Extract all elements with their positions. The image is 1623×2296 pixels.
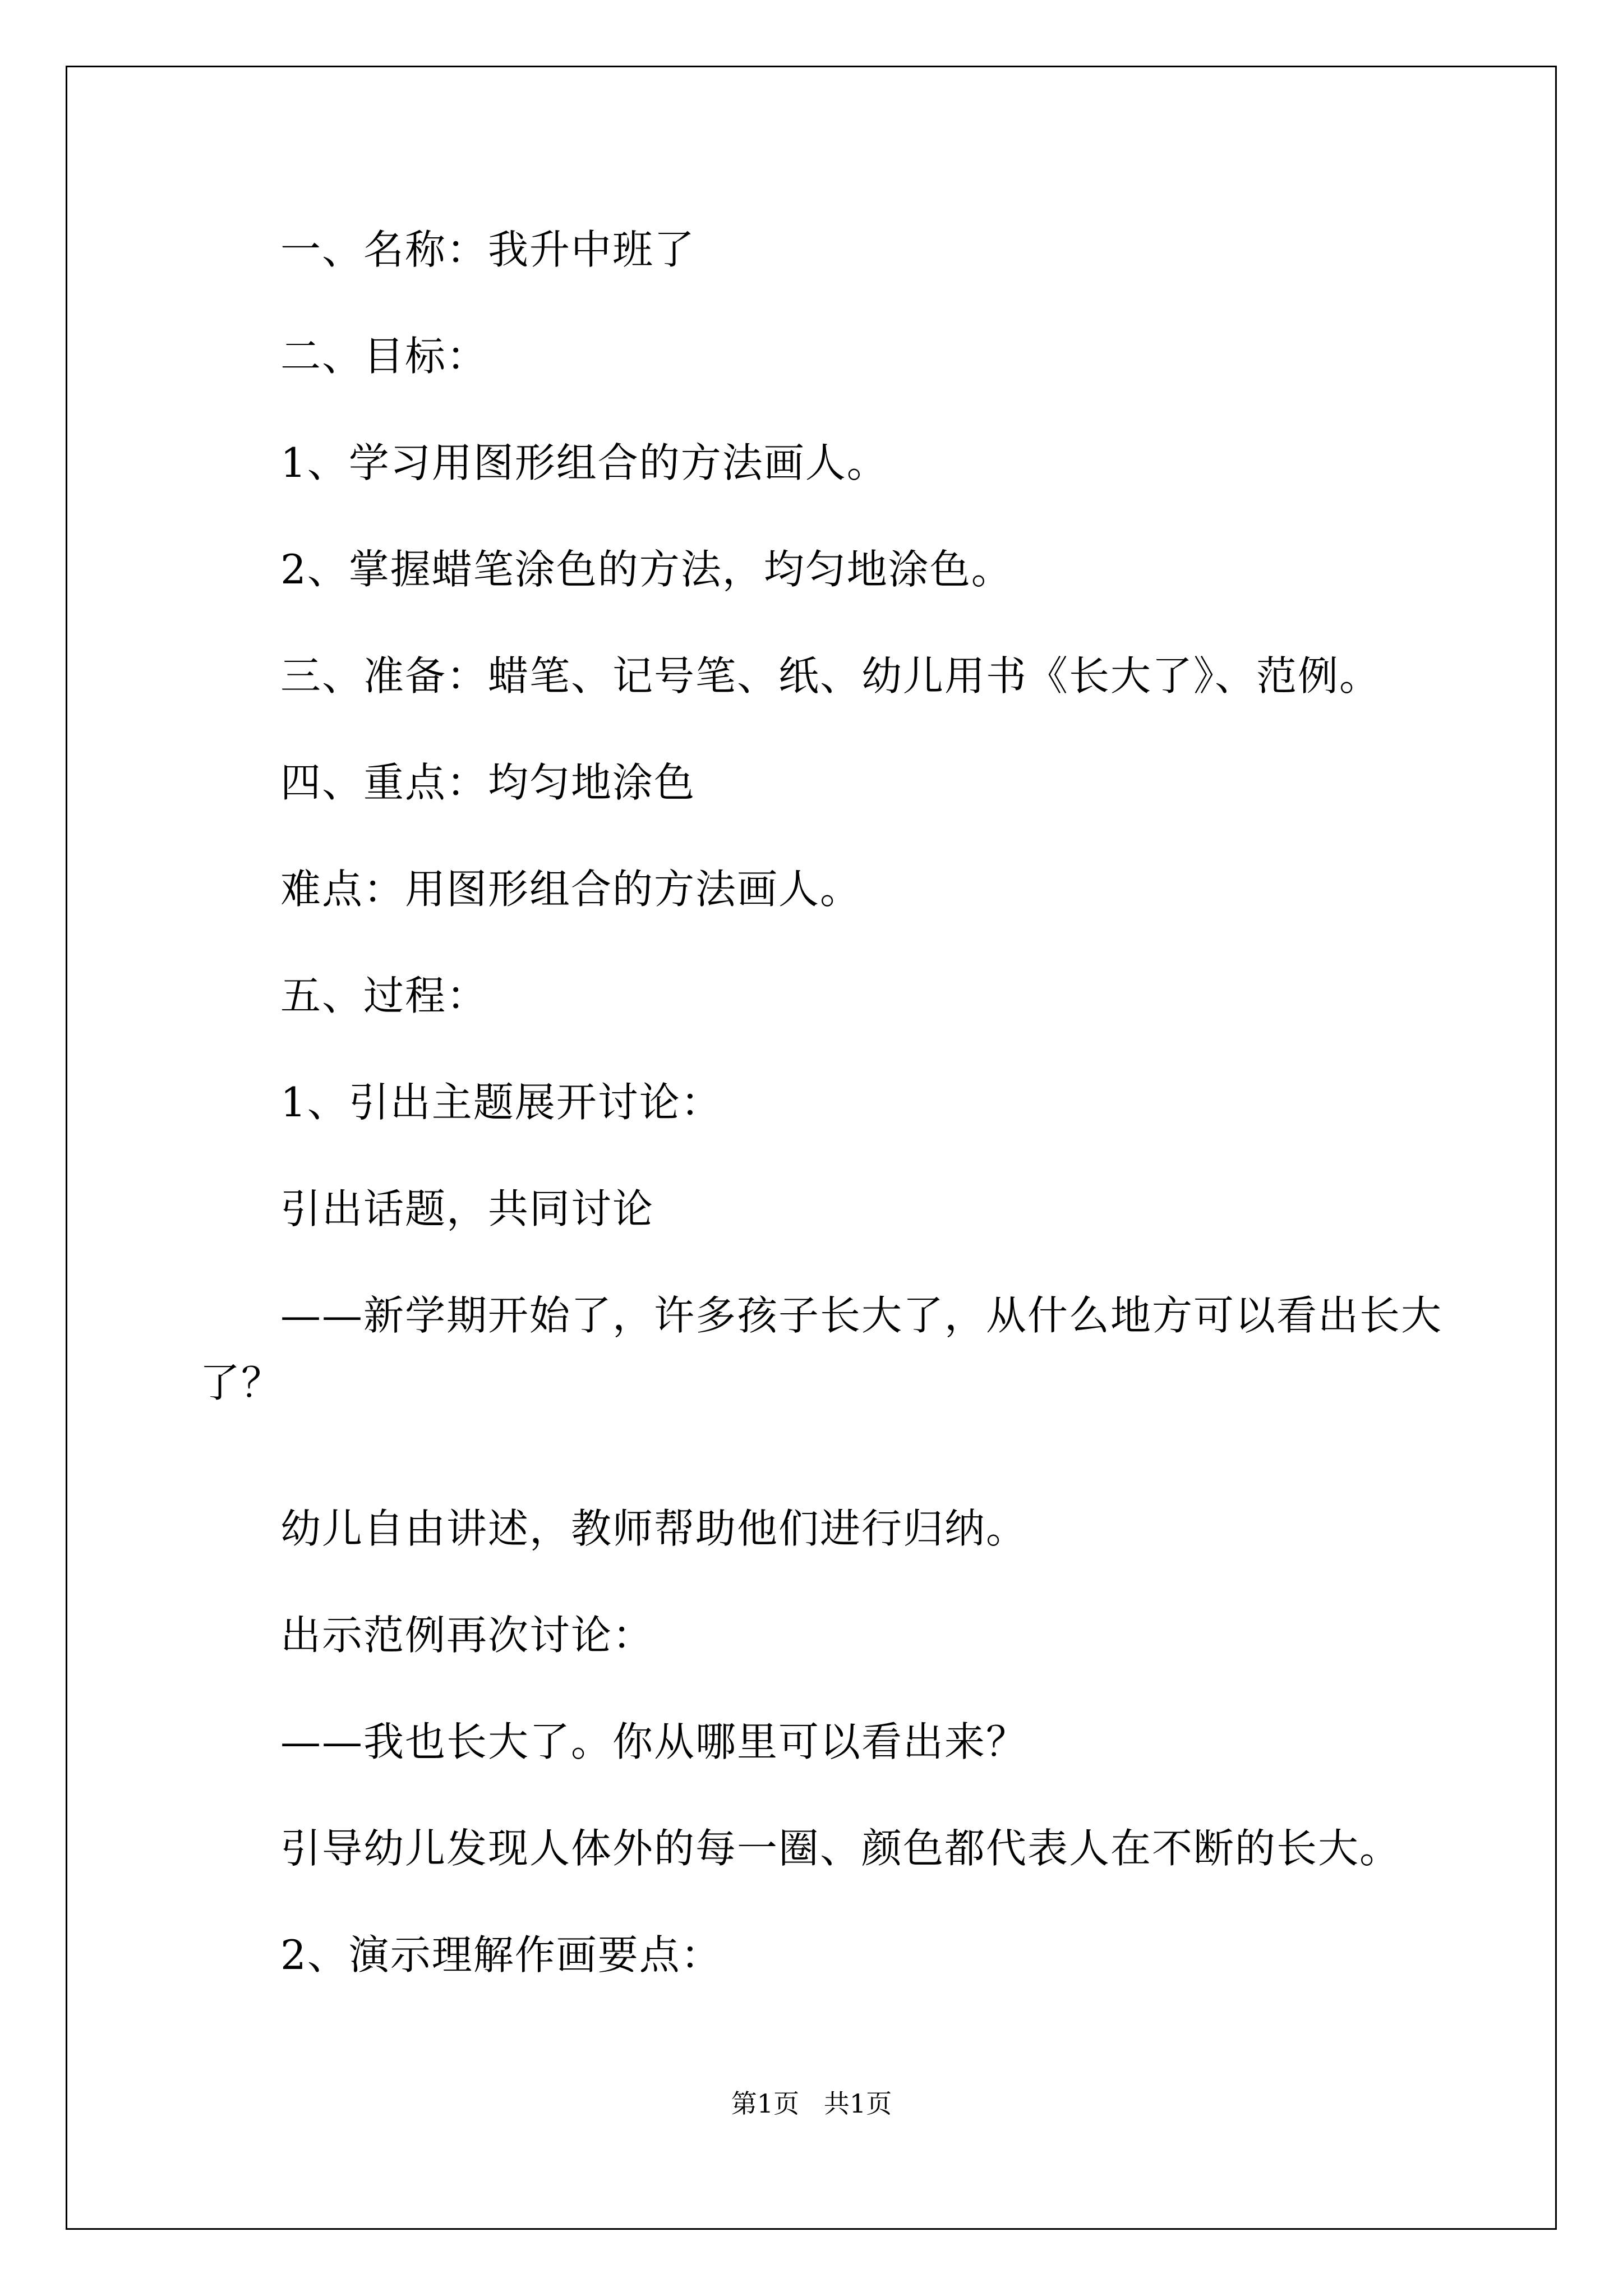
goal-1: 1、学习用图形组合的方法画人。 — [280, 439, 888, 486]
process-text: 引出话题，共同讨论 — [280, 1185, 654, 1232]
item-key-point: 四、重点：均匀地涂色 — [280, 759, 696, 806]
page-border — [66, 66, 1557, 2230]
item-goals-heading: 二、目标： — [280, 333, 488, 380]
page-footer: 第1页 共1页 — [731, 2088, 892, 2119]
process-text: 引导幼儿发现人体外的每一圈、颜色都代表人在不断的长大。 — [280, 1825, 1401, 1872]
process-text: ——我也长大了。你从哪里可以看出来？ — [280, 1718, 1028, 1765]
item-preparation: 三、准备：蜡笔、记号笔、纸、幼儿用书《长大了》、范例。 — [280, 652, 1381, 700]
item-name: 一、名称：我升中班了 — [280, 226, 696, 273]
item-process-heading: 五、过程： — [280, 972, 488, 1019]
process-text-continuation: 了？ — [200, 1359, 283, 1406]
process-text: 幼儿自由讲述，教师帮助他们进行归纳。 — [280, 1505, 1028, 1552]
process-text: ——新学期开始了，许多孩子长大了，从什么地方可以看出长大 — [280, 1292, 1443, 1339]
process-step-2: 2、演示理解作画要点： — [280, 1931, 722, 1978]
item-difficulty: 难点：用图形组合的方法画人。 — [280, 866, 862, 913]
process-text: 出示范例再次讨论： — [280, 1612, 654, 1659]
goal-2: 2、掌握蜡笔涂色的方法，均匀地涂色。 — [280, 546, 1013, 593]
process-step-1: 1、引出主题展开讨论： — [280, 1079, 722, 1126]
